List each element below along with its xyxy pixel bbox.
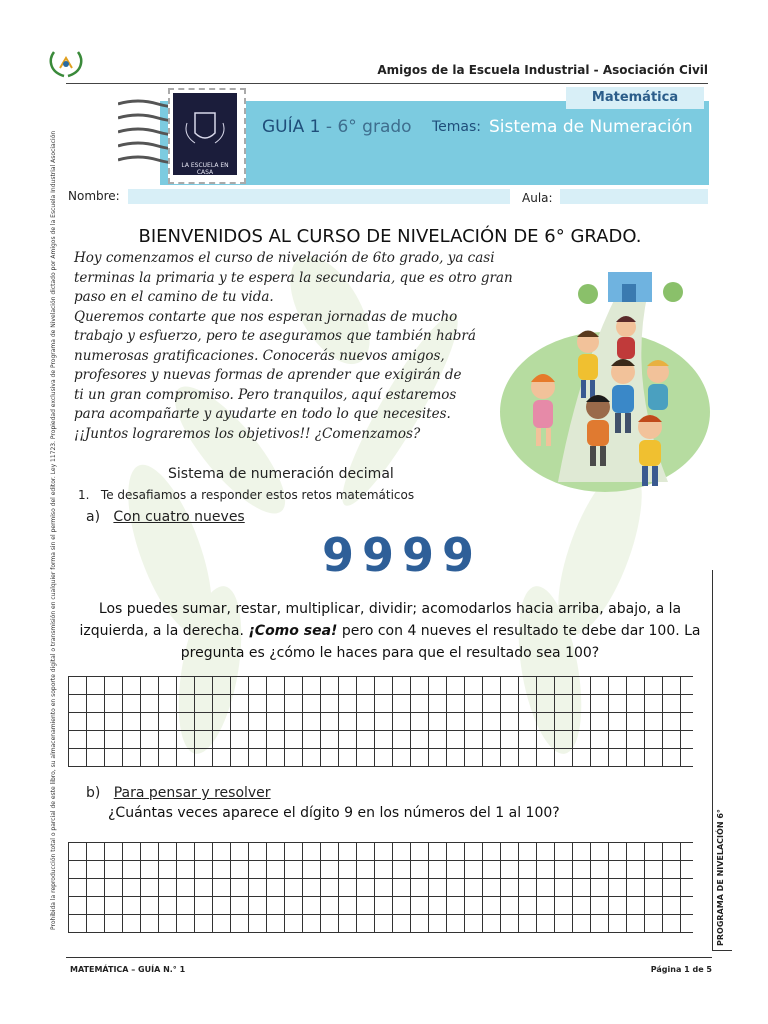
intro-line: para acompañarte y ayudarte en todo lo que necesites. [74,406,451,422]
intro-paragraph [74,249,536,444]
name-label: Nombre: [68,189,120,203]
answer-grid-a[interactable] [68,676,694,768]
item-1-text: Te desafiamos a responder estos retos matemáticos [100,488,415,502]
subject-label: Matemática [566,87,704,109]
intro-line: Queremos contarte que nos esperan jornadas de mucho [74,308,458,325]
temas-label: Temas: [432,119,482,135]
item-b-question: ¿Cuántas veces aparece el dígito 9 en los números del 1 al 100? [108,805,560,821]
instructions-part-1: Los puedes sumar, restar, multiplicar, dividir; acomodarlos hacia arriba, abajo, a la izquierda, a la derecha. [79,601,682,639]
footer-divider [66,957,712,958]
guide-title [262,117,412,137]
intro-line: ¡¡Juntos lograremos los objetivos!! ¿Comenzamos? [74,425,421,442]
footer-guide: MATEMÁTICA – GUÍA N.° 1 [70,965,186,974]
stamp-caption: LA ESCUELA EN CASA [181,162,229,176]
intro-line: terminas la primaria y te espera la secundaria, que es otro gran [74,269,513,286]
program-vertical-label: PROGRAMA DE NIVELACIÓN 6° [716,809,725,946]
intro-line: Hoy comenzamos el curso de nivelación de 6to grado, ya casi [74,250,495,266]
intro-line: numerosas gratificaciones. Conocerás nuevos amigos, [74,347,445,364]
right-frame-bottom [712,950,732,951]
item-a-title: Con cuatro nueves [113,509,245,525]
item-b-title: Para pensar y resolver [113,785,271,801]
intro-line: ti un gran compromiso. Pero tranquilos, aquí estaremos [74,386,457,403]
copyright-notice: Prohibida la reproducción total o parcial de este libro, su almacenamiento en soporte digital o transmisión en cualquier forma sin el permiso del editor. Ley 11723. Propiedad exclusiva de Programa de Nivelación dictado por Amigos de la Escuela Industrial Asociación [50,130,57,930]
intro-line: trabajo y esfuerzo, pero te aseguramos que también habrá [74,328,476,344]
temas-value: Sistema de Numeración [489,117,693,137]
item-a [86,509,245,525]
guide-grade: 6° grado [337,117,412,137]
item-b-letter: b) [86,785,101,801]
item-a-letter: a) [86,509,101,525]
item-1 [78,488,414,502]
guide-number: GUÍA 1 [262,117,321,137]
instructions-emphasis: ¡Como sea! [248,623,338,639]
laurel-logo-icon [46,48,86,80]
welcome-title: BIENVENIDOS AL CURSO DE NIVELACIÓN DE 6° GRADO. [138,226,642,247]
shield-emblem-icon [173,93,237,163]
aula-label: Aula: [522,191,553,205]
intro-line: profesores y nuevas formas de aprender que exigirán de [74,367,462,383]
section-heading: Sistema de numeración decimal [168,466,394,482]
footer-page-number: Página 1 de 5 [650,965,712,974]
organization-name: Amigos de la Escuela Industrial - Asociación Civil [377,63,708,77]
item-1-number: 1. [78,488,90,502]
four-nines: 9999 [322,528,483,582]
intro-line: paso en el camino de tu vida. [74,289,274,305]
answer-grid-b[interactable] [68,842,694,934]
header-divider [66,83,708,84]
aula-field[interactable] [560,189,708,204]
nines-instructions [70,598,710,664]
guide-separator: - [320,117,338,137]
item-b [86,785,271,801]
instructions-part-2: pero con 4 nueves el resultado te debe dar 100. La pregunta es ¿cómo le haces para que el resultado sea 100? [180,623,701,661]
name-field[interactable] [128,189,510,204]
